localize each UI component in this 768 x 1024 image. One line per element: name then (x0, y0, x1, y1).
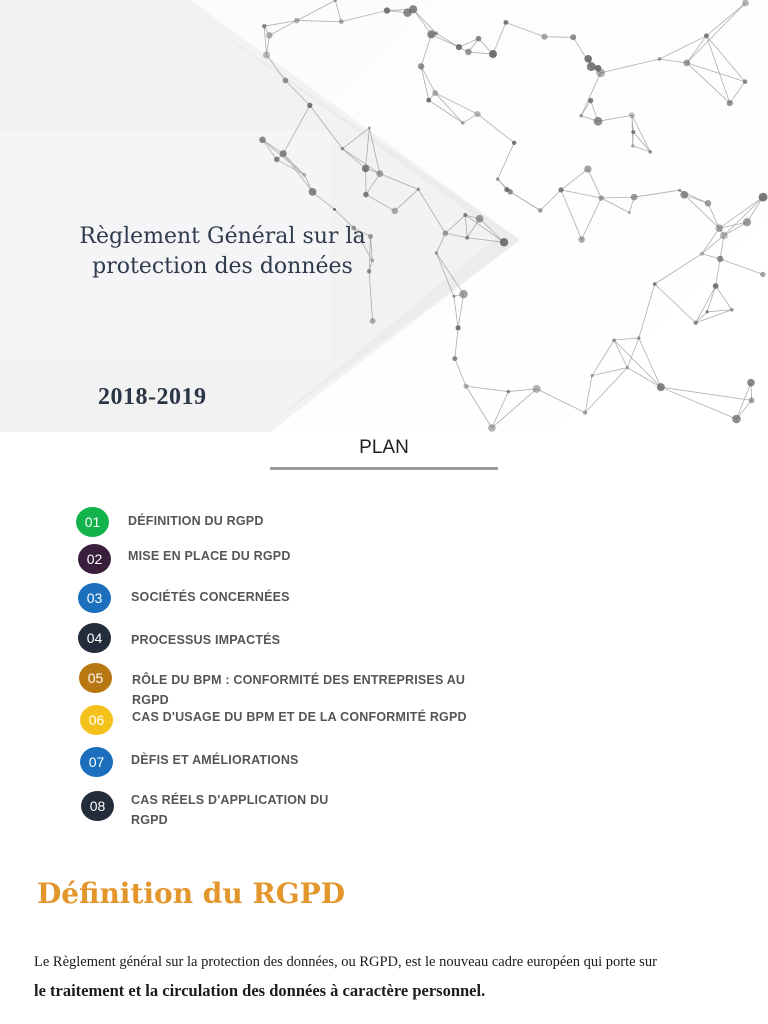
plan-item-number-badge: 03 (78, 583, 111, 613)
network-node (588, 98, 593, 103)
network-node (533, 385, 541, 393)
plan-divider (270, 467, 498, 470)
network-node (759, 193, 768, 202)
network-node (442, 230, 448, 236)
plan-item-label: RÔLE DU BPM : CONFORMITÉ DES ENTREPRISES AU RGPD (132, 673, 466, 707)
network-node (504, 20, 509, 25)
network-node (594, 117, 603, 126)
network-node (370, 318, 376, 324)
plan-item-label: DÈFIS ET AMÉLIORATIONS (131, 753, 299, 767)
network-node (587, 62, 596, 71)
network-node (541, 34, 547, 40)
plan-item-number-badge: 02 (78, 544, 111, 574)
network-node (456, 44, 462, 50)
network-node (598, 195, 604, 201)
network-node (579, 114, 583, 118)
network-node (339, 19, 344, 24)
network-node (283, 78, 289, 84)
network-node (333, 208, 336, 211)
network-node (274, 157, 280, 163)
network-node (418, 63, 424, 69)
cover-banner (0, 0, 768, 432)
network-node (680, 191, 688, 199)
network-node (743, 79, 748, 84)
definition-text-line-2: le traitement et la circulation des données à caractère personnel. (34, 981, 486, 1000)
network-node (465, 236, 469, 240)
network-node (713, 283, 719, 289)
network-node (596, 69, 605, 78)
network-background-graphic (0, 0, 768, 432)
plan-item-number-badge: 01 (76, 507, 109, 537)
plan-item-number-badge: 05 (79, 663, 112, 693)
definition-paragraph (34, 952, 756, 1003)
network-node (507, 390, 511, 394)
network-node (368, 126, 371, 129)
network-node (631, 194, 638, 201)
network-node (658, 57, 662, 61)
network-node (730, 308, 734, 312)
network-node (476, 215, 484, 223)
network-node (631, 144, 634, 147)
plan-item-label: MISE EN PLACE DU RGPD (128, 549, 291, 563)
network-node (584, 165, 591, 172)
plan-item-number-badge: 06 (80, 705, 113, 735)
network-node (452, 295, 455, 298)
network-node (489, 50, 497, 58)
network-node (578, 236, 584, 242)
network-node (452, 356, 457, 361)
network-node (341, 147, 345, 151)
network-node (266, 32, 273, 39)
network-node (465, 49, 472, 56)
network-node (461, 121, 465, 125)
network-node (507, 189, 513, 195)
network-node (363, 192, 369, 198)
network-node (678, 189, 681, 192)
network-node (628, 211, 631, 214)
network-node (434, 32, 438, 36)
network-node (362, 165, 369, 172)
network-node (476, 36, 482, 42)
network-node (262, 24, 266, 28)
plan-item-label: CAS D'USAGE DU BPM ET DE LA CONFORMITÉ RGPD (132, 710, 467, 724)
plan-item-number-badge: 08 (81, 791, 114, 821)
network-node (590, 374, 593, 377)
network-node (302, 173, 306, 177)
network-node (629, 112, 635, 118)
cover-title: Règlement Général sur la protection des données (79, 224, 366, 279)
network-node (704, 33, 709, 38)
network-node (259, 137, 266, 144)
network-node (384, 7, 390, 13)
network-node (280, 150, 287, 157)
plan-title: PLAN (359, 437, 409, 458)
network-node (720, 232, 728, 240)
network-node (583, 410, 587, 414)
network-node (626, 366, 629, 369)
network-node (474, 111, 480, 117)
network-node (496, 177, 500, 181)
network-node (455, 325, 460, 330)
network-node (631, 130, 635, 134)
definition-text-line-1: Le Règlement général sur la protection des données, ou RGPD, est le nouveau cadre européen qui porte sur (34, 954, 657, 970)
network-node (500, 238, 508, 246)
network-node (512, 141, 516, 145)
network-node (657, 383, 665, 391)
network-node (463, 384, 468, 389)
network-node (459, 290, 467, 298)
plan-item-label: CAS RÉELS D'APPLICATION DU RGPD (131, 793, 329, 827)
network-node (716, 224, 724, 232)
network-node (463, 213, 467, 217)
network-node (612, 338, 616, 342)
network-node (294, 18, 300, 24)
network-node (653, 282, 657, 286)
network-node (732, 415, 741, 424)
network-node (309, 188, 317, 196)
network-node (376, 170, 383, 177)
network-node (717, 256, 723, 262)
network-link (633, 132, 634, 146)
network-node (432, 90, 438, 96)
network-node (747, 379, 755, 387)
network-node (409, 5, 417, 13)
network-node (760, 272, 765, 277)
definition-heading: Définition du RGPD (37, 877, 345, 910)
network-node (307, 103, 312, 108)
network-node (488, 424, 496, 432)
network-node (427, 30, 435, 38)
network-node (426, 98, 431, 103)
network-node (558, 187, 563, 192)
network-node (705, 200, 712, 207)
cover-year: 2018-2019 (98, 384, 207, 410)
plan-item-number-badge: 04 (78, 623, 111, 653)
plan-item-label: PROCESSUS IMPACTÉS (131, 633, 281, 647)
network-node (706, 310, 709, 313)
plan-item-label: SOCIÉTÉS CONCERNÉES (131, 590, 290, 604)
network-node (749, 398, 755, 404)
network-node (538, 208, 543, 213)
plan-item-label: DÉFINITION DU RGPD (128, 514, 264, 528)
network-node (263, 51, 270, 58)
network-node (637, 336, 640, 339)
network-node (683, 60, 690, 67)
network-node (392, 208, 399, 215)
network-node (648, 150, 652, 154)
network-node (700, 252, 704, 256)
network-node (727, 100, 733, 106)
network-link (544, 37, 573, 38)
network-node (570, 34, 576, 40)
network-node (417, 188, 420, 191)
network-node (743, 218, 751, 226)
network-node (693, 321, 697, 325)
network-node (584, 55, 592, 63)
plan-item-number-badge: 07 (80, 747, 113, 777)
network-node (435, 251, 439, 255)
